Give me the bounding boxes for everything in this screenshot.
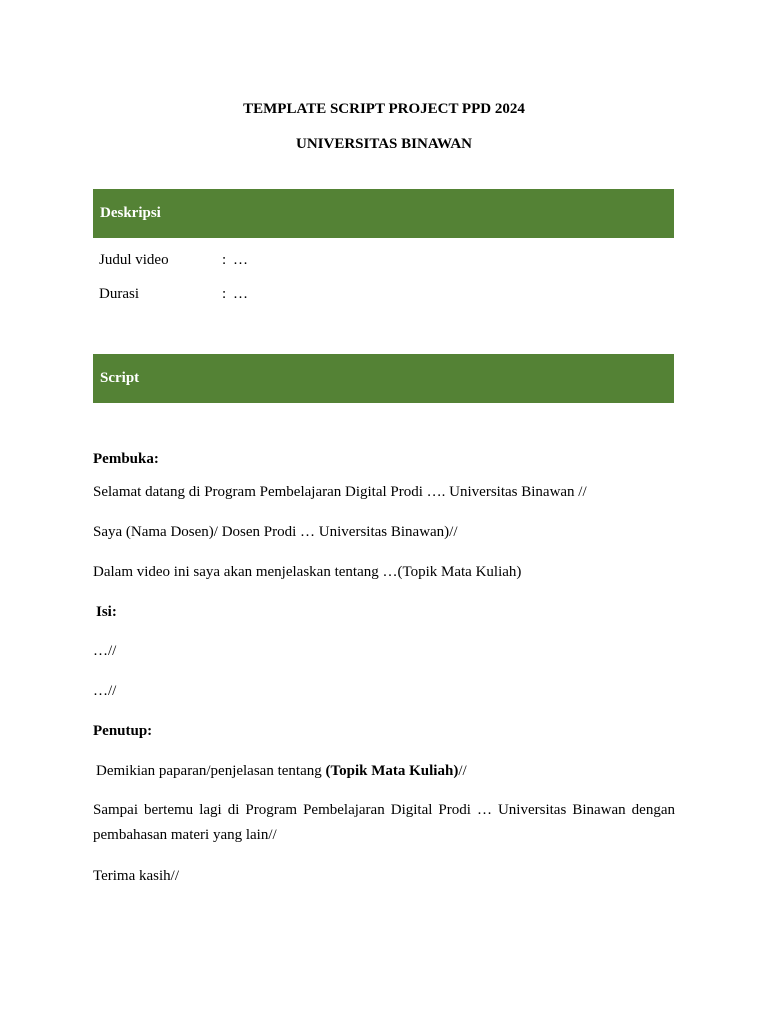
isi-heading: Isi: [96, 604, 117, 620]
pembuka-heading: Pembuka: [93, 451, 159, 467]
isi-line: …// [93, 683, 117, 699]
document-subtitle: UNIVERSITAS BINAWAN [295, 136, 472, 152]
penutup-heading: Penutup: [93, 723, 153, 739]
document-title: TEMPLATE SCRIPT PROJECT PPD 2024 [243, 101, 525, 117]
section-header-script-label: Script [100, 370, 140, 386]
section-header-script [93, 354, 674, 403]
field-value-durasi: … [233, 286, 248, 302]
pembuka-line: Selamat datang di Program Pembelajaran Digital Prodi …. Universitas Binawan // [93, 484, 587, 500]
closing-suffix: // [458, 763, 467, 779]
section-header-deskripsi-label: Deskripsi [100, 205, 161, 221]
field-label-judul-video: Judul video [99, 252, 169, 268]
field-value-judul-video: … [233, 252, 248, 268]
field-separator: : [222, 286, 227, 302]
pembuka-line: Dalam video ini saya akan menjelaskan tentang …(Topik Mata Kuliah) [93, 564, 522, 580]
field-label-durasi: Durasi [99, 286, 139, 302]
penutup-farewell: Sampai bertemu lagi di Program Pembelajaran Digital Prodi … Universitas Binawan dengan pembahasan materi yang lain// [93, 802, 675, 843]
section-header-deskripsi [93, 189, 674, 238]
penutup-closing-line [96, 763, 678, 780]
field-separator: : [222, 252, 227, 268]
closing-topic: (Topik Mata Kuliah) [325, 763, 459, 779]
isi-line: …// [93, 643, 117, 659]
pembuka-line: Saya (Nama Dosen)/ Dosen Prodi … Universitas Binawan)// [93, 524, 458, 540]
penutup-thanks: Terima kasih// [93, 868, 180, 884]
closing-text: Demikian paparan/penjelasan tentang [96, 763, 326, 779]
